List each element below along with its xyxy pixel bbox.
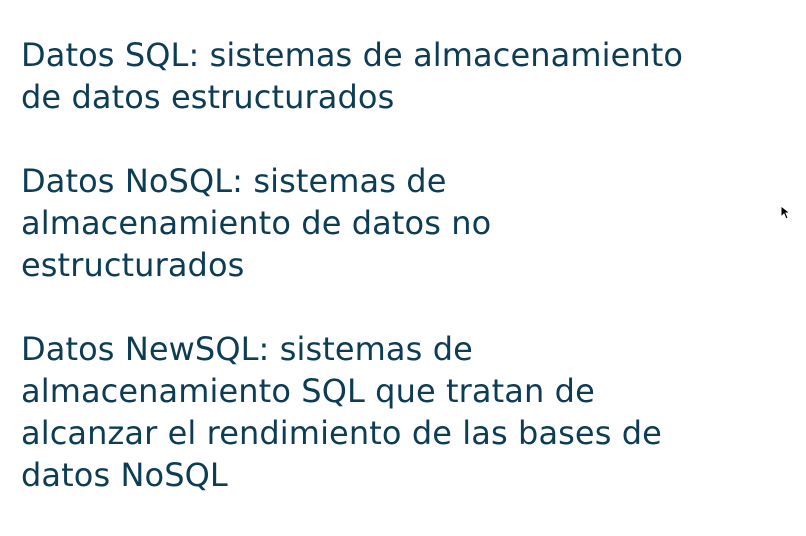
paragraph-nosql-line-1: Datos NoSQL: sistemas de xyxy=(21,162,447,200)
paragraph-sql xyxy=(21,34,781,118)
paragraph-newsql xyxy=(21,328,781,496)
paragraph-newsql-line-2: almacenamiento SQL que tratan de xyxy=(21,372,595,410)
paragraph-nosql-line-2: almacenamiento de datos no xyxy=(21,204,492,242)
paragraph-newsql-line-4: datos NoSQL xyxy=(21,456,228,494)
paragraph-newsql-line-1: Datos NewSQL: sistemas de xyxy=(21,330,473,368)
paragraph-spacer xyxy=(21,286,781,328)
paragraph-spacer xyxy=(21,118,781,160)
mouse-pointer-icon xyxy=(780,205,792,221)
paragraph-newsql-line-3: alcanzar el rendimiento de las bases de xyxy=(21,414,662,452)
slide-content xyxy=(21,34,781,496)
paragraph-sql-line-1: Datos SQL: sistemas de almacenamiento xyxy=(21,36,684,74)
paragraph-nosql-line-3: estructurados xyxy=(21,246,245,284)
paragraph-sql-line-2: de datos estructurados xyxy=(21,78,395,116)
paragraph-nosql xyxy=(21,160,781,286)
